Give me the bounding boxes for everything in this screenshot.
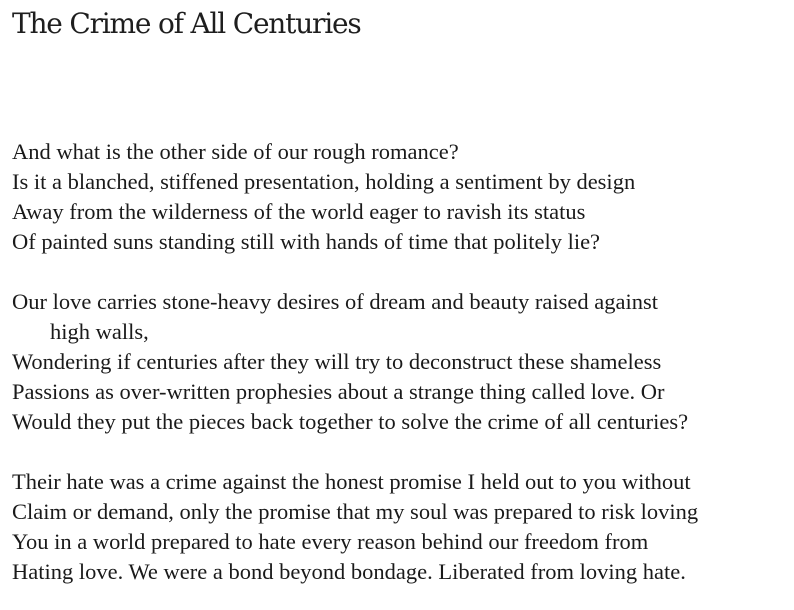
poem-line: And what is the other side of our rough romance? <box>12 139 459 164</box>
poem-line: Hating love. We were a bond beyond bondage. Liberated from loving hate. <box>12 559 686 584</box>
poem-line: Their hate was a crime against the honest promise I held out to you without <box>12 469 691 494</box>
poem-line: Our love carries stone-heavy desires of dream and beauty raised against <box>12 289 658 314</box>
poem-body <box>12 137 698 587</box>
poem-line: Away from the wilderness of the world eager to ravish its status <box>12 199 586 224</box>
stanza-1 <box>12 137 698 257</box>
poem-title: The Crime of All Centuries <box>12 7 361 40</box>
poem-line: Would they put the pieces back together to solve the crime of all centuries? <box>12 409 689 434</box>
poem-line-continuation: high walls, <box>50 319 149 344</box>
poem-line: You in a world prepared to hate every reason behind our freedom from <box>12 529 649 554</box>
poem-line: Wondering if centuries after they will try to deconstruct these shameless <box>12 349 662 374</box>
poem-line: Of painted suns standing still with hands of time that politely lie? <box>12 229 601 254</box>
poem-line: Passions as over-written prophesies about a strange thing called love. Or <box>12 379 665 404</box>
document-page <box>12 0 788 584</box>
stanza-2 <box>12 287 698 437</box>
poem-line: Claim or demand, only the promise that my soul was prepared to risk loving <box>12 499 699 524</box>
poem-line: Is it a blanched, stiffened presentation, holding a sentiment by design <box>12 169 636 194</box>
stanza-3 <box>12 467 698 587</box>
